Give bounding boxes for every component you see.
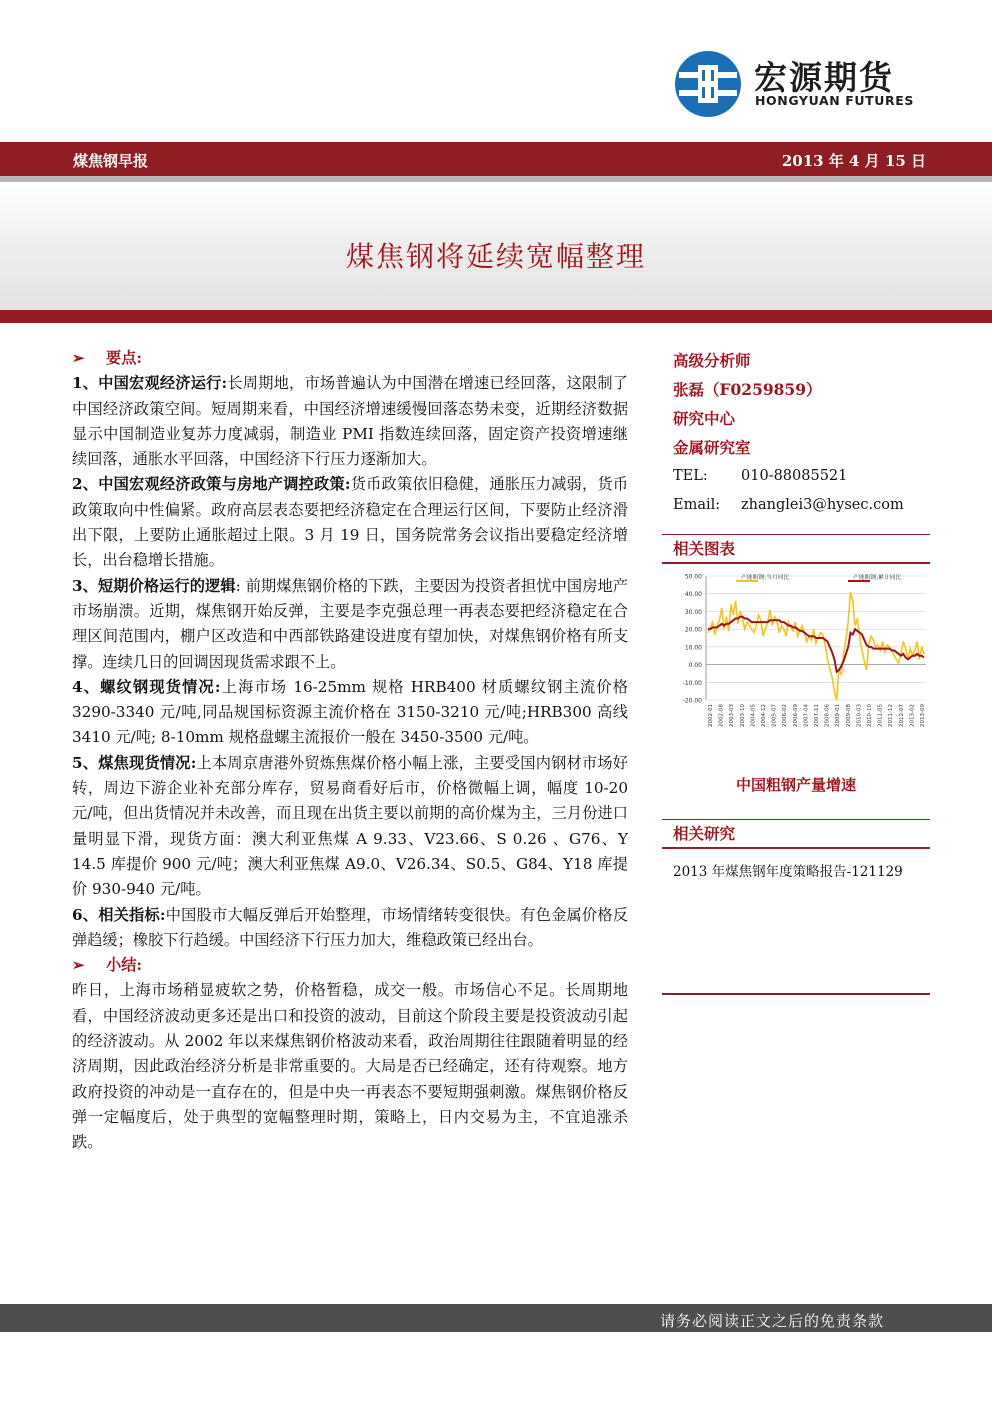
x-tick-label: 2004-05 <box>750 704 757 727</box>
x-tick-label: 2005-07 <box>771 704 778 727</box>
summary-body: 昨日，上海市场稍显疲软之势，价格暂稳，成交一般。市场信心不足。长周期地看，中国经济波动更多还是出口和投资的波动，目前这个阶段主要是投资波动引起的经济波动。从 2002 年以来煤焦钢价格波动来看，政治周期往往跟随着明显的经济周期，因此政治经济分析是非常重要的。大局是否已经确定，还有待观察。地方政府投资的冲动是一直存在的，但是中央一再表态不要短期强刺激。煤焦钢价格反弹一定幅度后，处于典型的宽幅整理时期，策略上，日内交易为主，不宜追涨杀跌。 <box>72 981 628 1152</box>
x-tick-label: 2006-09 <box>792 704 799 727</box>
analyst-dept-2: 金属研究室 <box>673 438 751 457</box>
header-bar <box>0 142 992 176</box>
x-tick-label: 2009-08 <box>845 704 852 727</box>
summary-heading <box>72 953 628 978</box>
disclaimer-link[interactable]: 请务必阅读正文之后的免责条款 <box>659 1312 884 1330</box>
sidebar <box>662 346 930 880</box>
x-tick-label: 2007-11 <box>814 704 820 727</box>
page-title: 煤焦钢将延续宽幅整理 <box>345 240 646 273</box>
y-tick-label: 40.00 <box>684 591 702 599</box>
summary-label: 小结: <box>106 956 142 975</box>
arrow-bullet-icon: ➢ <box>72 349 85 367</box>
section-6 <box>72 903 628 954</box>
section-6-body: 中国股市大幅反弹后开始整理，市场情绪转变很快。有色金属价格反弹趋缓；橡胶下行趋缓。中国经济下行压力加大，维稳政策已经出台。 <box>72 905 629 949</box>
logo-name-en: HONGYUAN FUTURES <box>755 93 914 108</box>
x-tick-label: 2011-05 <box>877 704 884 727</box>
series-line-1 <box>708 592 924 700</box>
analyst-email <box>662 491 930 520</box>
key-points-heading <box>72 346 628 371</box>
y-tick-label: -20.00 <box>682 697 702 705</box>
key-points-label: 要点: <box>106 349 142 367</box>
y-tick-label: -10.00 <box>682 679 702 687</box>
logo-name-cn: 宏源期货 <box>754 58 894 97</box>
x-tick-label: 2010-03 <box>856 704 863 727</box>
x-tick-label: 2008-06 <box>824 704 831 727</box>
x-tick-label: 2006-02 <box>782 704 789 727</box>
related-charts-heading: 相关图表 <box>662 534 930 564</box>
y-tick-label: 10.00 <box>684 644 702 652</box>
analyst-name: 张磊（F0259859） <box>673 380 822 399</box>
section-3 <box>72 574 628 675</box>
x-tick-label: 2003-10 <box>739 704 746 727</box>
analyst-title: 高级分析师 <box>673 351 751 370</box>
research-link-1[interactable]: 2013 年煤焦钢年度策略报告-121129 <box>673 864 903 880</box>
x-tick-label: 2002-08 <box>718 704 725 727</box>
steel-output-chart <box>662 564 930 774</box>
y-tick-label: 0.00 <box>688 662 702 670</box>
title-divider <box>0 310 992 323</box>
section-6-head: 6、相关指标: <box>72 905 166 924</box>
tel-value: 010-88085521 <box>741 468 848 484</box>
x-tick-label: 2013-02 <box>909 704 916 727</box>
section-5-head: 5、煤焦现货情况: <box>72 753 197 772</box>
legend-label-1: 产能粗钢:当月同比 <box>741 575 790 581</box>
section-5 <box>72 751 628 903</box>
chart-svg <box>662 564 930 774</box>
legend-label-2: 产能粗钢:累计同比 <box>853 575 902 581</box>
section-4 <box>72 675 628 751</box>
arrow-bullet-icon: ➢ <box>72 956 85 975</box>
analyst-dept-1: 研究中心 <box>673 409 736 428</box>
y-tick-label: 20.00 <box>684 626 702 634</box>
section-4-head: 4、螺纹钢现货情况: <box>72 677 221 696</box>
x-tick-label: 2007-04 <box>803 704 810 727</box>
x-tick-label: 2002-01 <box>708 704 714 727</box>
section-2 <box>72 472 628 573</box>
section-2-head: 2、中国宏观经济政策与房地产调控政策: <box>72 475 351 494</box>
y-tick-label: 30.00 <box>684 608 702 616</box>
main-content <box>72 346 628 1156</box>
report-date: 2013 年 4 月 15 日 <box>781 152 926 170</box>
section-1-body: 长周期地，市场普遍认为中国潜在增速已经回落，这限制了中国经济政策空间。短周期来看，中国经济增速缓慢回落态势未变，近期经济数据显示中国制造业复苏力度减弱，制造业 PMI 指数连续回落，固定资产投资增速继续回落，通胀水平回落，中国经济下行压力逐渐加大。 <box>72 374 628 469</box>
section-4-body: 上海市场 16-25mm 规格 HRB400 材质螺纹钢主流价格 3290-3340 元/吨,同品规国标资源主流价格在 3150-3210 元/吨;HRB300 高线 3410 元/吨; 8-10mm 规格盘螺主流报价一般在 3450-3500 元/吨。 <box>72 677 628 747</box>
footer-bar <box>0 1304 992 1332</box>
x-tick-label: 2003-03 <box>729 704 736 727</box>
section-3-body: : 前期煤焦钢价格的下跌，主要因为投资者担忧中国房地产市场崩溃。近期，煤焦钢开始反弹，主要是李克强总理一再表态要把经济稳定在合理区间范围内，棚户区改造和中西部铁路建设进度有望加快，对煤焦钢价格有所支撑。连续几日的回调因现货需求跟不上。 <box>72 576 628 671</box>
x-tick-label: 2009-01 <box>835 704 842 727</box>
x-tick-label: 2012-07 <box>898 704 905 727</box>
section-1 <box>72 371 628 472</box>
y-tick-label: 50.00 <box>684 573 702 581</box>
related-research-heading: 相关研究 <box>662 819 930 849</box>
section-1-head: 1、中国宏观经济运行: <box>72 374 228 393</box>
email-label: Email: <box>673 497 721 513</box>
sidebar-divider <box>662 993 930 995</box>
x-tick-label: 2013-09 <box>920 704 926 727</box>
x-tick-label: 2011-12 <box>888 704 895 727</box>
x-tick-label: 2010-10 <box>867 704 873 727</box>
tel-label: TEL: <box>673 468 708 484</box>
report-type: 煤焦钢早报 <box>73 152 149 170</box>
x-tick-label: 2004-12 <box>761 704 767 727</box>
section-2-body: 货币政策依旧稳健，通胀压力减弱，货币政策取向中性偏紧。政府高层表态要把经济稳定在合理运行区间，下要防止经济滑出下限，上要防止通胀超过上限。3 月 19 日，国务院常务会议指出要稳定经济增长，出台稳增长措施。 <box>72 475 629 570</box>
section-5-body: 上本周京唐港外贸炼焦煤价格小幅上涨，主要受国内钢材市场好转，周边下游企业补充部分库存，贸易商看好后市，价格微幅上调，幅度 10-20 元/吨，但出货情况并未改善，而且现在出货主要以前期的高价煤为主，三月份进口量明显下滑，现货方面：澳大利亚焦煤 A 9.33、V23.66、S 0.26 、G76、Y 14.5 库提价 900 元/吨；澳大利亚焦煤 A9.0、V26.34、S0.5、G84、Y18 库提价 930-940 元/吨。 <box>72 753 628 899</box>
section-3-head: 3、短期价格运行的逻辑 <box>72 576 236 595</box>
hongyuan-logo-icon <box>674 50 742 118</box>
analyst-tel <box>662 462 930 491</box>
chart-caption: 中国粗钢产量增速 <box>735 776 856 794</box>
company-logo <box>674 48 914 120</box>
email-link[interactable]: zhanglei3@hysec.com <box>741 497 904 513</box>
